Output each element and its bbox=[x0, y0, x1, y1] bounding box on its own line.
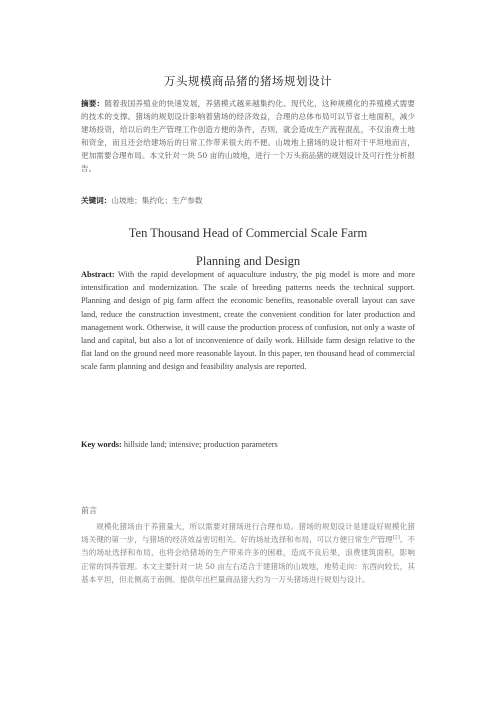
english-keywords bbox=[81, 439, 415, 451]
english-abstract bbox=[81, 268, 415, 374]
chinese-abstract bbox=[81, 97, 415, 175]
chinese-keywords-text: 山坡地；集约化；生产参数 bbox=[111, 196, 203, 205]
english-keywords-text: hillside land; intensive; production parameters bbox=[123, 440, 278, 449]
english-title bbox=[81, 219, 415, 275]
chinese-abstract-label: 摘要： bbox=[81, 99, 105, 108]
chinese-keywords bbox=[81, 195, 415, 207]
citation-marker: [2] bbox=[392, 534, 400, 541]
section-heading-preface: 前言 bbox=[81, 506, 97, 515]
preface-text-part-2: 。不当的场址选择和布局，也将会给猪场的生产带来许多的困难，造成不良后果，浪费建筑面积，影响正常的饲养管理。本文主要针对一块 50 亩左右适合于建猪场的山坡地，地势走向：东西向较长，其基本平坦，但北侧高于南侧。提供年出栏量商品猪大约为一万头猪场进行规划与设计。 bbox=[81, 535, 416, 584]
chinese-abstract-text: 随着我国养殖业的快速发展，养猪模式越来越集约化、现代化，这种规模化的养殖模式需要的技术的支撑。猪场的规划设计影响着猪场的经济效益，合理的总体布局可以节省土地面积，减少建场投资，给以后的生产管理工作创造方便的条件，否则，就会造成生产流程混乱，不仅浪费土地和资金，而且还会给建场后的日常工作带来很大的不便。山坡地上猪场的设计相对于平坦地而言，更加需要合理布局。本文针对一块 50 亩的山坡地，进行一个万头商品猪的规划设计及可行性分析报告。 bbox=[81, 99, 416, 173]
english-title-line-2: Planning and Design bbox=[195, 254, 301, 268]
preface-paragraph bbox=[81, 520, 415, 586]
english-abstract-label: Abstract: bbox=[81, 270, 115, 279]
preface-text-part-1: 规模化猪场由于养猪量大，所以需要对猪场进行合理布局。猪场的规划设计是建设好规模化猪场关键的第一步，与猪场的经济效益密切相关。好的场址选择和布局，可以方便日常生产管理 bbox=[81, 522, 415, 545]
english-keywords-label: Key words: bbox=[81, 440, 122, 449]
chinese-title: 万头规模商品猪的猪场规划设计 bbox=[164, 74, 332, 88]
chinese-keywords-label: 关键词： bbox=[81, 196, 112, 205]
english-title-line-1: Ten Thousand Head of Commercial Scale Farm bbox=[128, 226, 368, 240]
english-abstract-text: With the rapid development of aquaculture industry, the pig model is more and more intensification and modernization. The scale of breeding patterns needs the technical support. Planning and design of pig farm affect the economic benefits, reasonable overall layout can save land, reduce the construction investment, create the convenient condition for later production and management work. Otherwise, it will cause the production process of confusion, not only a waste of land and capital, but also a lot of inconvenience of daily work. Hillside farm design relative to the flat land on the ground need more reasonable layout. In this paper, ten thousand head of commercial scale farm planning and design and feasibility analysis are reported. bbox=[81, 270, 415, 372]
